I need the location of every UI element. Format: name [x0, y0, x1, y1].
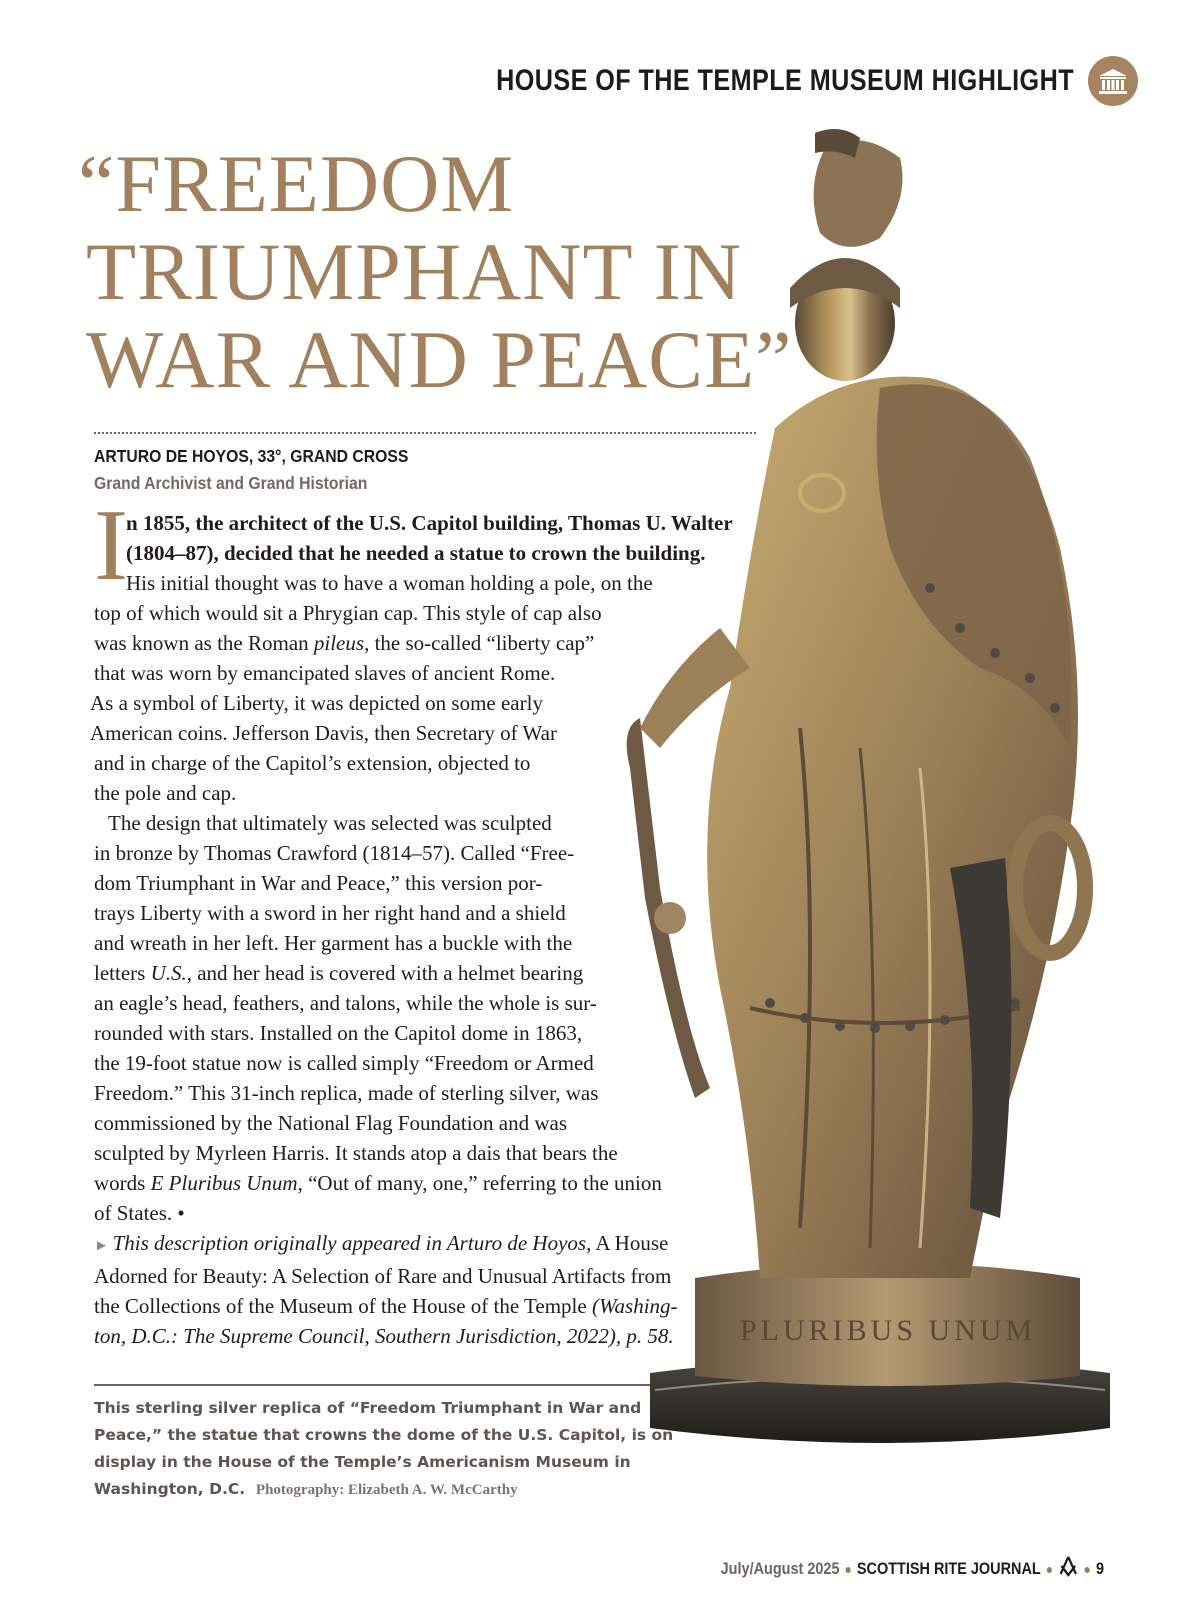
caption-text-run: Washington, D.C.: [94, 1480, 246, 1498]
body-text-run: , the so-called “liberty cap”: [364, 631, 595, 655]
separator-dot: ●: [844, 1560, 852, 1577]
body-line: and wreath in her left. Her garment has a buckle with the: [94, 931, 573, 955]
issue-date: July/August 2025: [720, 1558, 840, 1578]
author-title: Grand Archivist and Grand Historian: [94, 473, 368, 493]
photo-credit: Photography: Elizabeth A. W. McCarthy: [255, 1482, 518, 1498]
body-line: top of which would sit a Phrygian cap. This style of cap also: [94, 601, 602, 625]
page-number: 9: [1095, 1558, 1104, 1578]
square-compass-icon: [1058, 1555, 1078, 1582]
caption-line: [94, 1476, 654, 1504]
plinth-inscription: PLURIBUS UNUM: [740, 1314, 1037, 1347]
body-line: the 19-foot statue now is called simply “Freedom or Armed: [94, 1051, 594, 1075]
body-line: As a symbol of Liberty, it was depicted on some early: [90, 691, 543, 715]
body-line: [94, 628, 733, 658]
body-line: American coins. Jefferson Davis, then Secretary of War: [90, 721, 557, 745]
body-line: [94, 958, 733, 988]
body-line: Freedom.” This 31-inch replica, made of sterling silver, was: [94, 1081, 599, 1105]
body-line: that was worn by emancipated slaves of ancient Rome.: [94, 661, 556, 685]
body-line: dom Triumphant in War and Peace,” this version por-: [94, 871, 543, 895]
body-line: rounded with stars. Installed on the Capitol dome in 1863,: [94, 1021, 583, 1045]
journal-name: SCOTTISH RITE JOURNAL: [856, 1558, 1041, 1578]
body-text-run: , “Out of many, one,” referring to the union: [297, 1171, 662, 1195]
body-text-run: words: [94, 1171, 151, 1195]
body-text-run: letters: [94, 961, 151, 985]
body-text-run: the Collections of the Museum of the House of the Temple: [94, 1294, 592, 1318]
body-line: in bronze by Thomas Crawford (1814–57). Called “Free-: [94, 841, 575, 865]
body-line: The design that ultimately was selected was sculpted: [108, 811, 552, 835]
title-line: “FREEDOM: [78, 138, 515, 229]
title-divider: [94, 432, 756, 434]
separator-dot: ●: [1045, 1560, 1054, 1577]
body-line: [94, 1168, 733, 1198]
section-header: [386, 56, 1138, 106]
body-italic-run: (Washing-: [591, 1294, 678, 1318]
caption-rule: [94, 1384, 650, 1386]
body-line: n 1855, the architect of the U.S. Capitol building, Thomas U. Walter: [126, 511, 733, 535]
drop-cap: I: [94, 489, 128, 602]
body-line: of States. •: [94, 1201, 185, 1225]
body-line: an eagle’s head, feathers, and talons, while the whole is sur-: [94, 991, 597, 1015]
body-line: and in charge of the Capitol’s extension, objected to: [94, 751, 531, 775]
source-note-line: [94, 1228, 733, 1261]
photo-caption: [94, 1395, 674, 1504]
temple-icon: [1088, 56, 1138, 106]
author-name: ARTURO DE HOYOS, 33°, GRAND CROSS: [94, 446, 409, 466]
section-label: HOUSE OF THE TEMPLE MUSEUM HIGHLIGHT: [496, 64, 1074, 97]
body-text-run: , and her head is covered with a helmet bearing: [186, 961, 584, 985]
body-italic-run: This description originally appeared in Arturo de Hoyos,: [112, 1231, 592, 1255]
article-body: [90, 508, 733, 1351]
body-italic-run: pileus: [313, 631, 365, 655]
caption-line: This sterling silver replica of “Freedom Triumphant in War and: [94, 1399, 642, 1417]
body-line: commissioned by the National Flag Foundation and was: [94, 1111, 568, 1135]
caption-line: display in the House of the Temple’s Americanism Museum in: [94, 1453, 631, 1471]
source-note-line: ton, D.C.: The Supreme Council, Southern Jurisdiction, 2022), p. 58.: [94, 1324, 674, 1348]
source-note-line: [94, 1291, 733, 1321]
body-italic-run: E Pluribus Unum: [150, 1171, 298, 1195]
body-line: sculpted by Myrleen Harris. It stands atop a dais that bears the: [94, 1141, 618, 1165]
source-note-line: Adorned for Beauty: A Selection of Rare and Unusual Artifacts from: [94, 1264, 672, 1288]
page-footer: [721, 1555, 1104, 1582]
triangle-bullet-icon: ►: [94, 1238, 113, 1254]
title-line: TRIUMPHANT IN: [86, 226, 743, 317]
body-line: the pole and cap.: [94, 781, 237, 805]
title-line: WAR AND PEACE”: [86, 314, 793, 405]
body-italic-run: U.S.: [150, 961, 187, 985]
body-line: trays Liberty with a sword in her right hand and a shield: [94, 901, 566, 925]
body-line: His initial thought was to have a woman holding a pole, on the: [126, 571, 653, 595]
caption-line: Peace,” the statue that crowns the dome of the U.S. Capitol, is on: [94, 1426, 674, 1444]
body-text-run: A House: [591, 1231, 669, 1255]
separator-dot: ●: [1083, 1560, 1091, 1577]
body-line: (1804–87), decided that he needed a statue to crown the building.: [126, 541, 706, 565]
body-text-run: was known as the Roman: [94, 631, 314, 655]
